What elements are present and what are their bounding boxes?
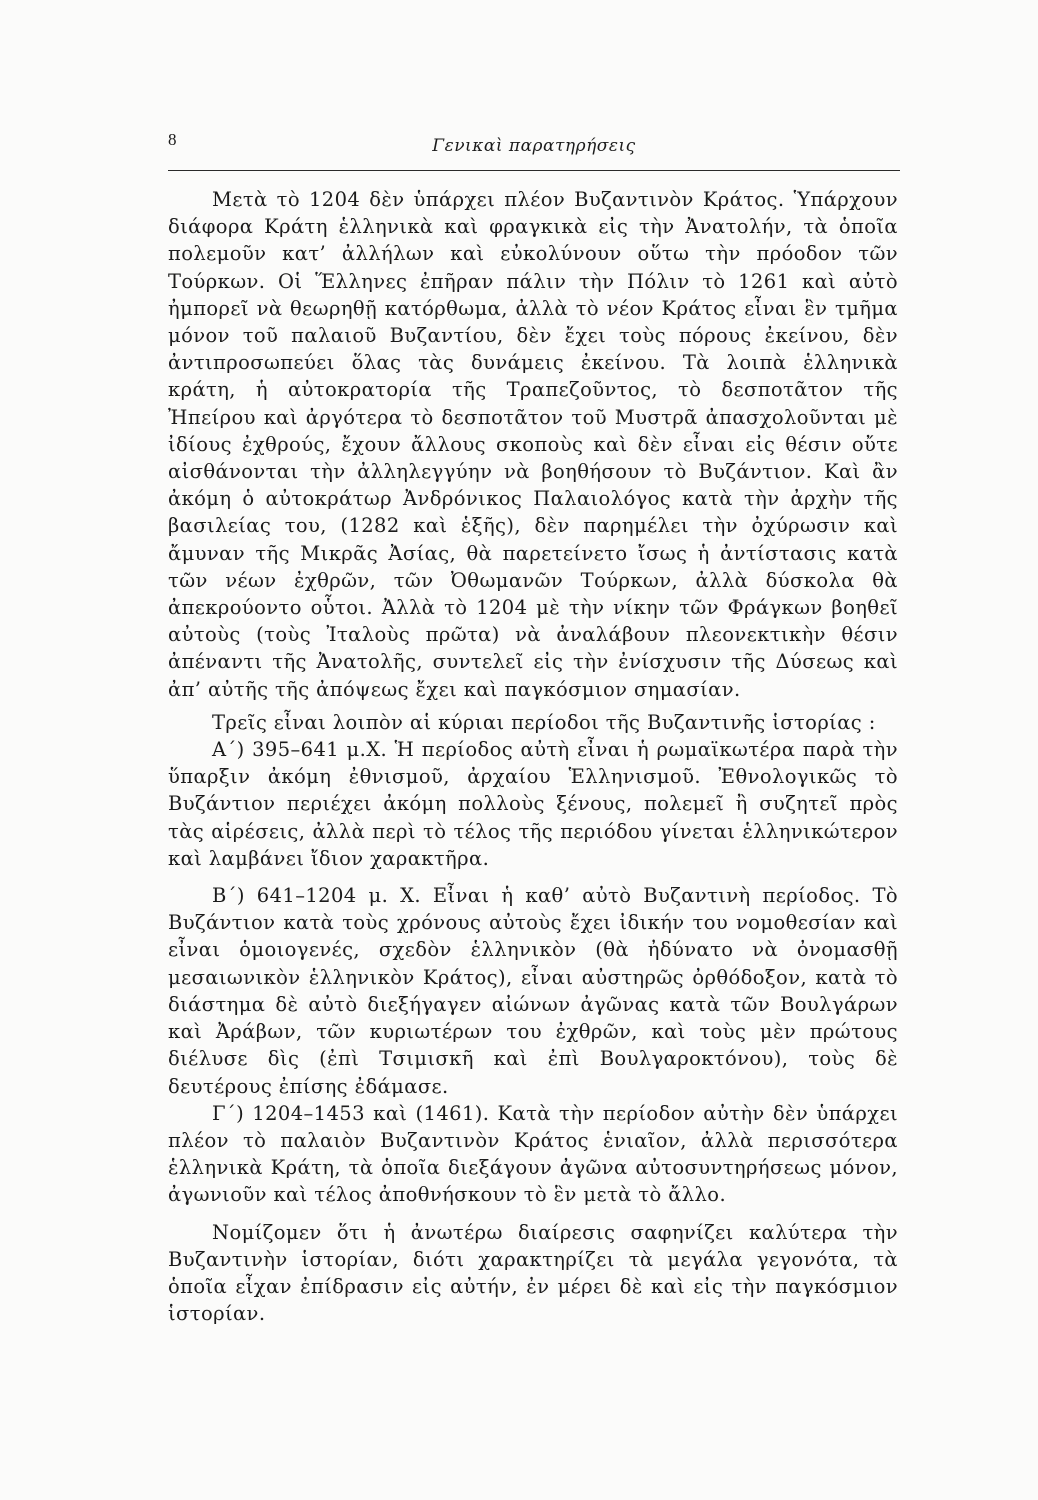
page-header: [168, 130, 900, 171]
body-text: [168, 186, 898, 1327]
running-title: Γενικαὶ παρατηρήσεις: [432, 136, 636, 156]
paragraph-after-1204: Μετὰ τὸ 1204 δὲν ὑπάρχει πλέον Βυζαντινὸν Κράτος. Ὑπάρχουν διάφορα Κράτη ἑλληνικὰ καὶ φραγκικὰ εἰς τὴν Ἀνατολήν, τὰ ὁποῖα πολεμοῦν κατ’ ἀλλήλων καὶ εὐκολύνουν οὕτω τὴν πρόοδον τῶν Τούρκων. Οἱ Ἕλληνες ἐπῆραν πάλιν τὴν Πόλιν τὸ 1261 καὶ αὐτὸ ἠμπορεῖ νὰ θεωρηθῇ κατόρθωμα, ἀλλὰ τὸ νέον Κράτος εἶναι ἓν τμῆμα μόνον τοῦ παλαιοῦ Βυζαντίου, δὲν ἔχει τοὺς πόρους ἐκείνου, δὲν ἀντιπροσωπεύει ὅλας τὰς δυνάμεις ἐκείνου. Τὰ λοιπὰ ἑλληνικὰ κράτη, ἡ αὐτοκρατορία τῆς Τραπεζοῦντος, τὸ δεσποτᾶτον τῆς Ἠπείρου καὶ ἀργότερα τὸ δεσποτᾶτον τοῦ Μυστρᾶ ἀπασχολοῦνται μὲ ἰδίους ἐχθρούς, ἔχουν ἄλλους σκοποὺς καὶ δὲν εἶναι εἰς θέσιν οὔτε αἰσθάνονται τὴν ἀλληλεγγύην νὰ βοηθήσουν τὸ Βυζάντιον. Καὶ ἂν ἀκόμη ὁ αὐτοκράτωρ Ἀνδρόνικος Παλαιολόγος κατὰ τὴν ἀρχὴν τῆς βασιλείας του, (1282 καὶ ἑξῆς), δὲν παρημέλει τὴν ὀχύρωσιν καὶ ἄμυναν τῆς Μικρᾶς Ἀσίας, θὰ παρετείνετο ἴσως ἡ ἀντίστασις κατὰ τῶν νέων ἐχθρῶν, τῶν Ὀθωμανῶν Τούρκων, ἀλλὰ δύσκολα θὰ ἀπεκρούοντο οὗτοι. Ἀλλὰ τὸ 1204 μὲ τὴν νίκην τῶν Φράγκων βοηθεῖ αὐτοὺς (τοὺς Ἰταλοὺς πρῶτα) νὰ ἀναλάβουν πλεονεκτικὴν θέσιν ἀπέναντι τῆς Ἀνατολῆς, συντελεῖ εἰς τὴν ἐνίσχυσιν τῆς Δύσεως καὶ ἀπ’ αὐτῆς τῆς ἀπόψεως ἔχει καὶ παγκόσμιον σημασίαν.: [168, 188, 898, 701]
paragraph-period-a: Α΄) 395–641 μ.Χ. Ἡ περίοδος αὐτὴ εἶναι ἡ ρωμαϊκωτέρα παρὰ τὴν ὕπαρξιν ἀκόμη ἐθνισμοῦ, ἀρχαίου Ἑλληνισμοῦ. Ἐθνολογικῶς τὸ Βυζάντιον περιέχει ἀκόμη πολλοὺς ξένους, πολεμεῖ ἢ συζητεῖ πρὸς τὰς αἱρέσεις, ἀλλὰ περὶ τὸ τέλος τῆς περιόδου γίνεται ἑλληνικώτερον καὶ λαμβάνει ἴδιον χαρακτῆρα.: [168, 738, 898, 870]
paragraph-period-b: Β΄) 641–1204 μ. Χ. Εἶναι ἡ καθ’ αὐτὸ Βυζαντινὴ περίοδος. Τὸ Βυζάντιον κατὰ τοὺς χρόνους αὐτοὺς ἔχει ἰδικήν του νομοθεσίαν καὶ εἶναι ὁμοιογενές, σχεδὸν ἑλληνικὸν (θὰ ἠδύνατο νὰ ὀνομασθῇ μεσαιωνικὸν ἑλληνικὸν Κράτος), εἶναι αὐστηρῶς ὀρθόδοξον, κατὰ τὸ διάστημα δὲ αὐτὸ διεξήγαγεν αἰώνων ἀγῶνας κατὰ τῶν Βουλγάρων καὶ Ἀράβων, τῶν κυριωτέρων του ἐχθρῶν, καὶ τοὺς μὲν πρώτους διέλυσε δὶς (ἐπὶ Τσιμισκῆ καὶ ἐπὶ Βουλγαροκτόνου), τοὺς δὲ δευτέρους ἐπίσης ἐδάμασε.: [168, 884, 898, 1098]
paragraph-three-periods: Τρεῖς εἶναι λοιπὸν αἱ κύριαι περίοδοι τῆς Βυζαντινῆς ἱστορίας :: [212, 710, 876, 734]
paragraph-conclusion: Νομίζομεν ὅτι ἡ ἀνωτέρω διαίρεσις σαφηνίζει καλύτερα τὴν Βυζαντινὴν ἱστορίαν, διότι χαρακτηρίζει τὰ μεγάλα γεγονότα, τὰ ὁποῖα εἶχαν ἐπίδρασιν εἰς αὐτήν, ἐν μέρει δὲ καὶ εἰς τὴν παγκόσμιον ἱστορίαν.: [168, 1220, 898, 1326]
page-number: 8: [168, 130, 177, 149]
paragraph-period-c: Γ΄) 1204–1453 καὶ (1461). Κατὰ τὴν περίοδον αὐτὴν δὲν ὑπάρχει πλέον τὸ παλαιὸν Βυζαντινὸν Κράτος ἑνιαῖον, ἀλλὰ περισσότερα ἑλληνικὰ Κράτη, τὰ ὁποῖα διεξάγουν ἀγῶνα αὐτοσυντηρήσεως μόνον, ἀγωνιοῦν καὶ τέλος ἀποθνήσκουν τὸ ἓν μετὰ τὸ ἄλλο.: [168, 1101, 898, 1207]
